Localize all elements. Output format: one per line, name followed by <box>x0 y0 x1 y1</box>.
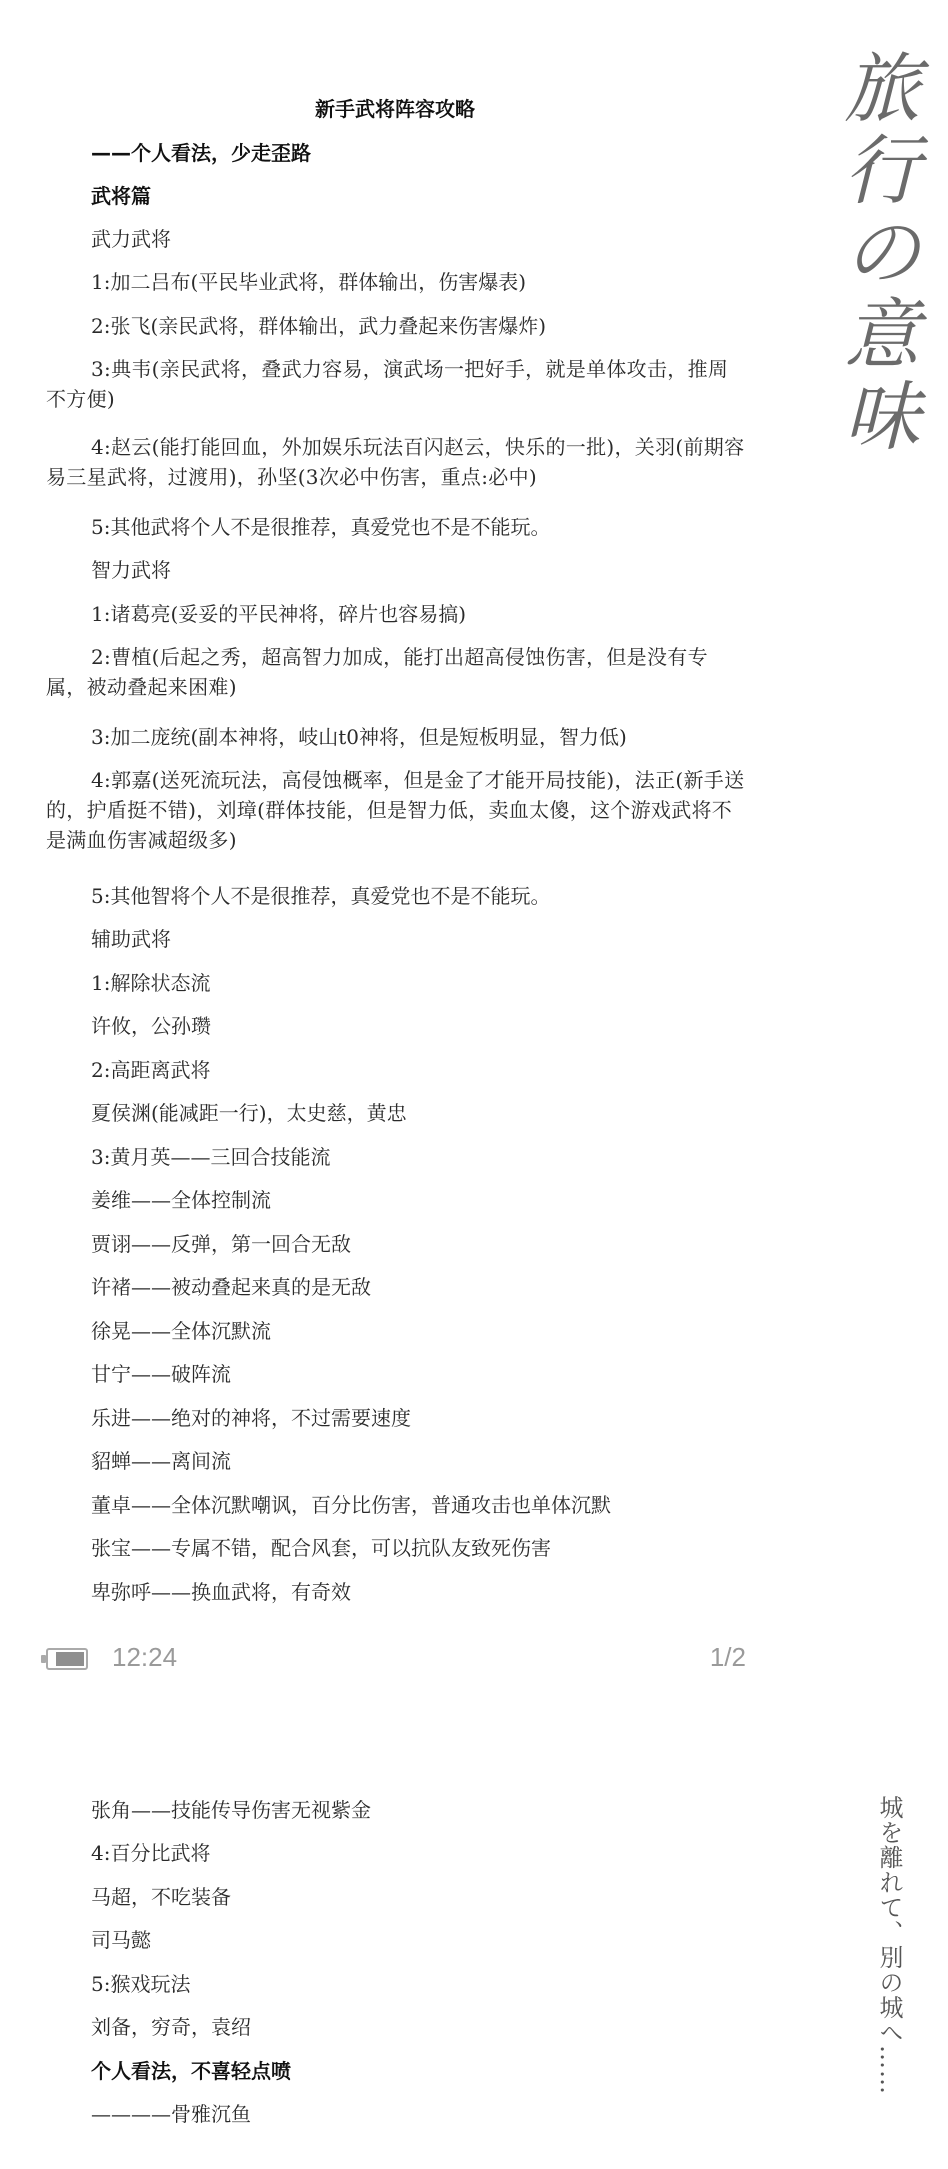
list-item: 张宝——专属不错，配合风套，可以抗队友致死伤害 <box>91 1536 551 1560</box>
list-item: 1:诸葛亮(妥妥的平民神将，碎片也容易搞) <box>91 602 467 626</box>
section-heading: 武将篇 <box>91 184 151 208</box>
list-item: 乐进——绝对的神将，不过需要速度 <box>91 1406 411 1430</box>
category-heading: 智力武将 <box>91 558 171 582</box>
reader-status-bar <box>46 1640 746 1680</box>
list-item: 5:其他武将个人不是很推荐，真爱党也不是不能玩。 <box>91 515 551 539</box>
list-item: 1:解除状态流 <box>91 971 211 995</box>
list-item: 刘备，穷奇，袁绍 <box>91 2015 251 2039</box>
list-item: 卑弥呼——换血武将，有奇效 <box>91 1580 351 1604</box>
article-subtitle: ——个人看法，少走歪路 <box>91 141 311 165</box>
calligraphy-char: 味 <box>844 372 920 461</box>
clock: 12:24 <box>112 1642 178 1672</box>
list-item: 董卓——全体沉默嘲讽，百分比伤害，普通攻击也单体沉默 <box>91 1493 611 1517</box>
list-item: 5:猴戏玩法 <box>91 1972 191 1996</box>
category-heading: 武力武将 <box>91 227 171 251</box>
decorative-calligraphy <box>842 44 922 461</box>
battery-icon <box>46 1648 88 1670</box>
list-item: 1:加二吕布(平民毕业武将，群体输出，伤害爆表) <box>91 270 527 294</box>
list-item: 5:其他智将个人不是很推荐，真爱党也不是不能玩。 <box>91 884 551 908</box>
list-item: 4:郭嘉(送死流玩法，高侵蚀概率，但是金了才能开局技能)，法正(新手送的，护盾挺不错)，刘璋(群体技能，但是智力低，卖血太傻，这个游戏武将不是满血伤害减超级多) <box>46 768 745 852</box>
list-item: 张角——技能传导伤害无视紫金 <box>91 1798 371 1822</box>
author-signature: ————骨雅沉鱼 <box>91 2102 251 2126</box>
list-item: 夏侯渊(能减距一行)，太史慈，黄忠 <box>91 1101 407 1125</box>
article-title: 新手武将阵容攻略 <box>315 97 475 121</box>
page-indicator: 1/2 <box>709 1642 746 1672</box>
calligraphy-char: の <box>844 208 920 297</box>
list-item: 许攸，公孙瓒 <box>91 1014 211 1038</box>
decorative-vertical-text: 城を離れて、別の城へ…… <box>875 1795 903 2095</box>
list-item: 马超，不吃装备 <box>91 1885 231 1909</box>
calligraphy-char: 旅 <box>844 44 920 133</box>
list-item: 2:高距离武将 <box>91 1058 211 1082</box>
list-item: 3:黄月英——三回合技能流 <box>91 1145 331 1169</box>
calligraphy-char: 意 <box>844 290 920 379</box>
list-item: 甘宁——破阵流 <box>91 1362 231 1386</box>
list-item: 2:张飞(亲民武将，群体输出，武力叠起来伤害爆炸) <box>91 314 547 338</box>
list-item: 司马懿 <box>91 1928 151 1952</box>
closing-remark: 个人看法，不喜轻点喷 <box>91 2059 291 2083</box>
list-item: 3:典韦(亲民武将，叠武力容易，演武场一把好手，就是单体攻击，推周不方便) <box>46 357 729 411</box>
list-item: 姜维——全体控制流 <box>91 1188 271 1212</box>
list-item: 许褚——被动叠起来真的是无敌 <box>91 1275 371 1299</box>
list-item: 2:曹植(后起之秀，超高智力加成，能打出超高侵蚀伤害，但是没有专属，被动叠起来困难) <box>46 645 708 699</box>
category-heading: 辅助武将 <box>91 927 171 951</box>
list-item: 4:赵云(能打能回血，外加娱乐玩法百闪赵云，快乐的一批)，关羽(前期容易三星武将，过渡用)，孙坚(3次必中伤害，重点:必中) <box>46 435 745 489</box>
list-item: 贾诩——反弹，第一回合无敌 <box>91 1232 351 1256</box>
list-item: 徐晃——全体沉默流 <box>91 1319 271 1343</box>
list-item: 3:加二庞统(副本神将，岐山t0神将，但是短板明显，智力低) <box>91 725 627 749</box>
list-item: 4:百分比武将 <box>91 1841 211 1865</box>
calligraphy-char: 行 <box>844 126 920 215</box>
list-item: 貂蝉——离间流 <box>91 1449 231 1473</box>
